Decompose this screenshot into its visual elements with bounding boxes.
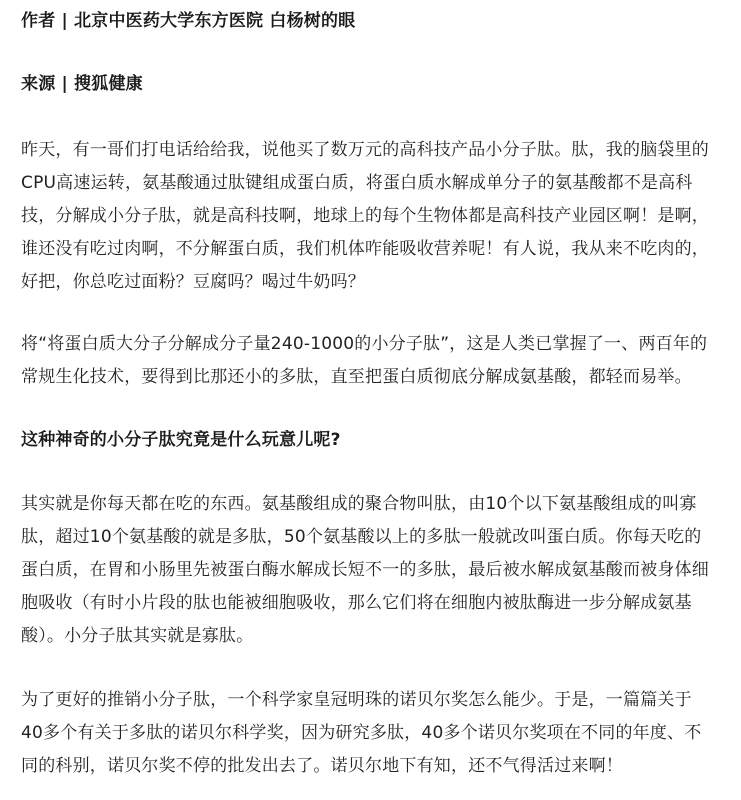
paragraph-line: 技，分解成小分子肽，就是高科技啊，地球上的每个生物体都是高科技产业园区啊！是啊，: [21, 206, 709, 226]
paragraph-line: 酸）。小分子肽其实就是寡肽。: [21, 626, 254, 646]
paragraph-line: 蛋白质，在胃和小肠里先被蛋白酶水解成长短不一的多肽，最后被水解成氨基酸而被身体细: [21, 560, 709, 580]
section-heading: 这种神奇的小分子肽究竟是什么玩意儿呢?: [21, 430, 341, 450]
source-line: 来源 | 搜狐健康: [21, 74, 143, 94]
paragraph-line: 将“将蛋白质大分子分解成分子量240-1000的小分子肽”，这是人类已掌握了一、两百年的: [21, 334, 708, 354]
paragraph-line: 40多个有关于多肽的诺贝尔科学奖，因为研究多肽，40多个诺贝尔奖项在不同的年度、不: [21, 723, 702, 743]
paragraph-line: 肽，超过10个氨基酸的就是多肽，50个氨基酸以上的多肽一般就改叫蛋白质。你每天吃的: [21, 527, 702, 547]
paragraph-line: CPU高速运转，氨基酸通过肽键组成蛋白质，将蛋白质水解成单分子的氨基酸都不是高科: [21, 173, 693, 193]
paragraph-line: 好把，你总吃过面粉？豆腐吗？喝过牛奶吗？: [21, 272, 365, 292]
author-line: 作者 | 北京中医药大学东方医院 白杨树的眼: [21, 11, 356, 31]
paragraph-line: 其实就是你每天都在吃的东西。氨基酸组成的聚合物叫肽，由10个以下氨基酸组成的叫寡: [21, 494, 697, 514]
paragraph-line: 同的科别，诺贝尔奖不停的批发出去了。诺贝尔地下有知，还不气得活过来啊！: [21, 756, 623, 776]
paragraph-line: 谁还没有吃过肉啊，不分解蛋白质，我们机体咋能吸收营养呢！有人说，我从来不吃肉的，: [21, 239, 709, 259]
paragraph-line: 常规生化技术，要得到比那还小的多肽，直至把蛋白质彻底分解成氨基酸，都轻而易举。: [21, 367, 692, 387]
paragraph-line: 为了更好的推销小分子肽，一个科学家皇冠明珠的诺贝尔奖怎么能少。于是，一篇篇关于: [21, 690, 692, 710]
paragraph-line: 胞吸收（有时小片段的肽也能被细胞吸收，那么它们将在细胞内被肽酶进一步分解成氨基: [21, 593, 692, 613]
paragraph-line: 昨天，有一哥们打电话给给我，说他买了数万元的高科技产品小分子肽。肽，我的脑袋里的: [21, 140, 709, 160]
